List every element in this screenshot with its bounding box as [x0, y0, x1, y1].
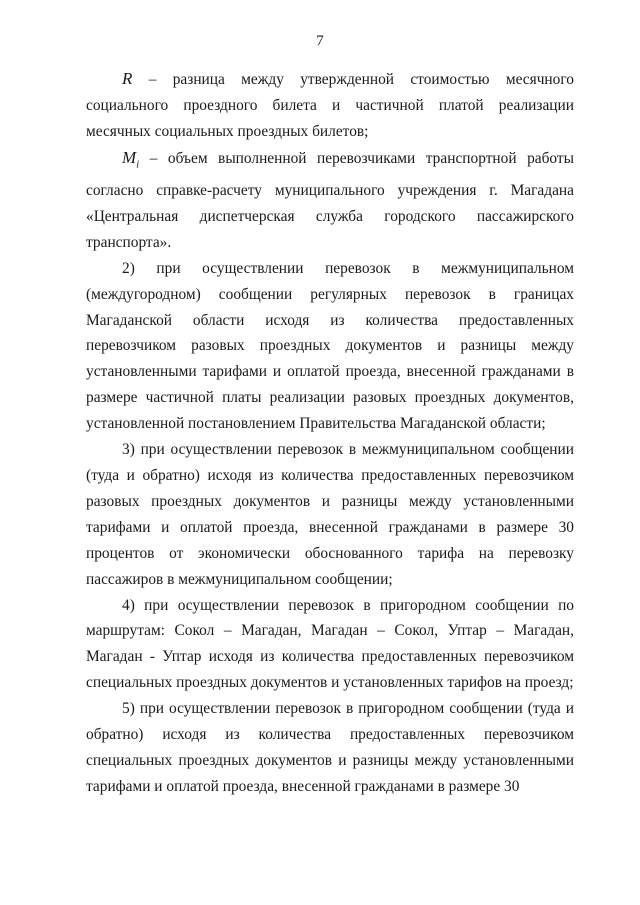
formula-symbol-m: $M_i$ [122, 147, 140, 171]
paragraph-item-4: 4) при осуществлении перевозок в пригородном сообщении по маршрутам: Сокол – Магадан, Магадан – Сокол, Уптар – Магадан, Магадан - Уптар исходя из количества предоставленных перевозчиком специальных проездных документов и установленных тарифов на проезд; [86, 596, 574, 692]
paragraph-item-2: 2) при осуществлении перевозок в межмуниципальном (междугородном) сообщении регулярных перевозок в границах Магаданской области исходя из количества предоставленных перевозчиком разовых проездных документов и разницы между установленными тарифами и оплатой проезда, внесенной гражданами в размере частичной платы реализации разовых проездных документов, установленной постановлением Правительства Магаданской области; [86, 259, 574, 433]
document-body [86, 66, 574, 800]
paragraph-item-5: 5) при осуществлении перевозок в пригородном сообщении (туда и обратно) исходя из количества предоставленных перевозчиком специальных проездных документов и разницы между установленными тарифами и оплатой проезда, внесенной гражданами в размере 30 [86, 700, 574, 795]
formula-subscript-i: i [136, 158, 140, 171]
paragraph-mi-definition [86, 145, 574, 256]
paragraph-item-3: 3) при осуществлении перевозок в межмуниципальном сообщении (туда и обратно) исходя из количества предоставленных перевозчиком разовых проездных документов и разницы между установленными тарифами и оплатой проезда, внесенной гражданами в размере 30 процентов от экономически обоснованного тарифа на перевозку пассажиров в межмуниципальном сообщении; [86, 441, 574, 588]
page-number: 7 [316, 33, 324, 49]
paragraph-text: – объем выполненной перевозчиками транспортной работы согласно справке-расчету муниципального учреждения г. Магадана «Центральная диспетчерская служба городского пассажирского транспорта». [86, 149, 574, 251]
paragraph-r-definition [86, 66, 574, 145]
paragraph-text: – разница между утвержденной стоимостью месячного социального проездного билета и частичной платой реализации месячных социальных проездных билетов; [86, 71, 574, 140]
formula-symbol-r: R [122, 69, 133, 88]
